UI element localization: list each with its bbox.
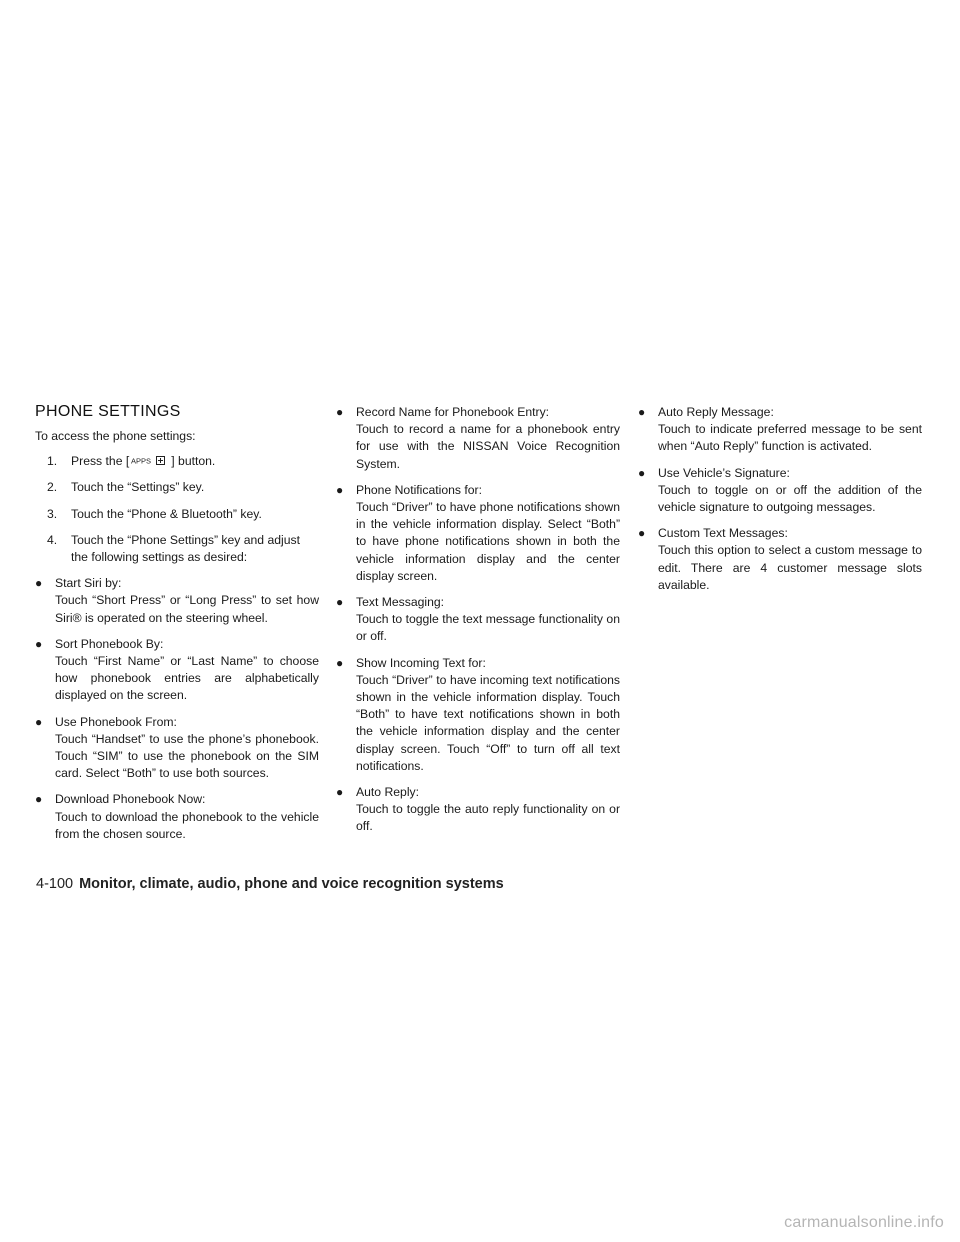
setting-description: Touch to indicate preferred message to be sent when “Auto Reply” function is activated.: [658, 422, 922, 454]
setting-description: Touch to download the phonebook to the vehicle from the chosen source.: [55, 809, 319, 841]
step-3: [35, 506, 319, 523]
setting-item: [336, 594, 620, 646]
setting-name: Sort Phonebook By:: [55, 636, 164, 651]
bullet-icon: ●: [336, 785, 344, 800]
right-column: [638, 404, 922, 603]
step-number: 1.: [47, 454, 58, 469]
section-heading: PHONE SETTINGS: [35, 403, 181, 420]
step-number: 2.: [47, 480, 58, 495]
bullet-icon: ●: [35, 714, 43, 729]
setting-item: [638, 465, 922, 517]
setting-description: Touch to record a name for a phonebook entry for use with the NISSAN Voice Recognition System.: [356, 422, 620, 471]
setting-description: Touch “Short Press” or “Long Press” to set how Siri® is operated on the steering wheel.: [55, 593, 319, 625]
setting-name: Show Incoming Text for:: [356, 655, 486, 670]
step-number: 3.: [47, 506, 58, 521]
bullet-icon: ●: [336, 405, 344, 419]
bullet-icon: ●: [638, 526, 646, 541]
step-text: Touch the “Settings” key.: [71, 480, 205, 495]
intro-text: To access the phone settings:: [35, 429, 196, 443]
apps-button-icon: [131, 455, 169, 466]
setting-name: Use Vehicle’s Signature:: [658, 465, 790, 480]
setting-description: Touch “Driver” to have phone notifications shown in the vehicle information display. Select “Both” to have phone notifications shown in both the vehicle information display and the center display screen.: [356, 500, 620, 583]
setting-description: Touch to toggle the auto reply functionality on or off.: [356, 802, 620, 834]
page-footer: [36, 876, 504, 892]
setting-name: Download Phonebook Now:: [55, 792, 206, 807]
setting-item: [336, 482, 620, 585]
setting-name: Auto Reply:: [356, 785, 420, 800]
setting-name: Record Name for Phonebook Entry:: [356, 405, 550, 419]
setting-item: [35, 791, 319, 843]
setting-name: Start Siri by:: [55, 576, 122, 591]
setting-item: [638, 404, 922, 456]
setting-item: [35, 636, 319, 705]
setting-description: Touch this option to select a custom message to edit. There are 4 customer message slots available.: [658, 543, 922, 592]
setting-item: [336, 404, 620, 473]
setting-item: [336, 655, 620, 775]
setting-item: [638, 525, 922, 594]
section-title: Monitor, climate, audio, phone and voice recognition systems: [79, 876, 504, 892]
bullet-icon: ●: [336, 482, 344, 497]
setting-description: Touch “Handset” to use the phone’s phonebook. Touch “SIM” to use the phonebook on the SIM card. Select “Both” to use both sources.: [55, 731, 319, 781]
bullet-icon: ●: [35, 636, 43, 651]
svg-text:APPS: APPS: [131, 456, 152, 466]
step-1: [35, 453, 319, 470]
setting-item: [35, 575, 319, 627]
bullet-icon: ●: [336, 655, 344, 670]
setting-description: Touch to toggle the text message functionality on or off.: [356, 612, 620, 644]
bullet-icon: ●: [336, 595, 344, 610]
step-text-post: ] button.: [171, 454, 216, 469]
setting-description: Touch “Driver” to have incoming text notifications shown in the vehicle information display. Touch “Both” to have text notifications shown in both the vehicle information display and the center display screen. Touch “Off” to turn off all text notifications.: [356, 672, 620, 773]
bullet-icon: ●: [35, 576, 43, 591]
setting-name: Text Messaging:: [356, 595, 445, 610]
setting-item: [336, 784, 620, 836]
setting-name: Phone Notifications for:: [356, 482, 483, 497]
step-number: 4.: [47, 532, 58, 547]
setting-description: Touch to toggle on or off the addition of the vehicle signature to outgoing messages.: [658, 482, 922, 515]
middle-column: [336, 404, 620, 845]
setting-name: Auto Reply Message:: [658, 405, 774, 419]
bullet-icon: ●: [638, 465, 646, 480]
bullet-icon: ●: [35, 792, 43, 807]
step-text: Touch the “Phone & Bluetooth” key.: [71, 506, 262, 521]
left-column: [35, 402, 319, 852]
setting-name: Custom Text Messages:: [658, 526, 788, 541]
step-4: [35, 532, 319, 566]
step-text: Touch the “Phone Settings” key and adjust the following settings as desired:: [71, 532, 300, 565]
setting-item: [35, 714, 319, 783]
step-text-pre: Press the [: [71, 454, 130, 469]
setting-name: Use Phonebook From:: [55, 714, 177, 729]
page-number: 4-100: [36, 876, 74, 892]
bullet-icon: ●: [638, 405, 646, 419]
watermark-link[interactable]: carmanualsonline.info: [784, 1214, 944, 1231]
step-2: [35, 479, 319, 496]
setting-description: Touch “First Name” or “Last Name” to choose how phonebook entries are alphabetically displayed on the screen.: [55, 654, 319, 703]
